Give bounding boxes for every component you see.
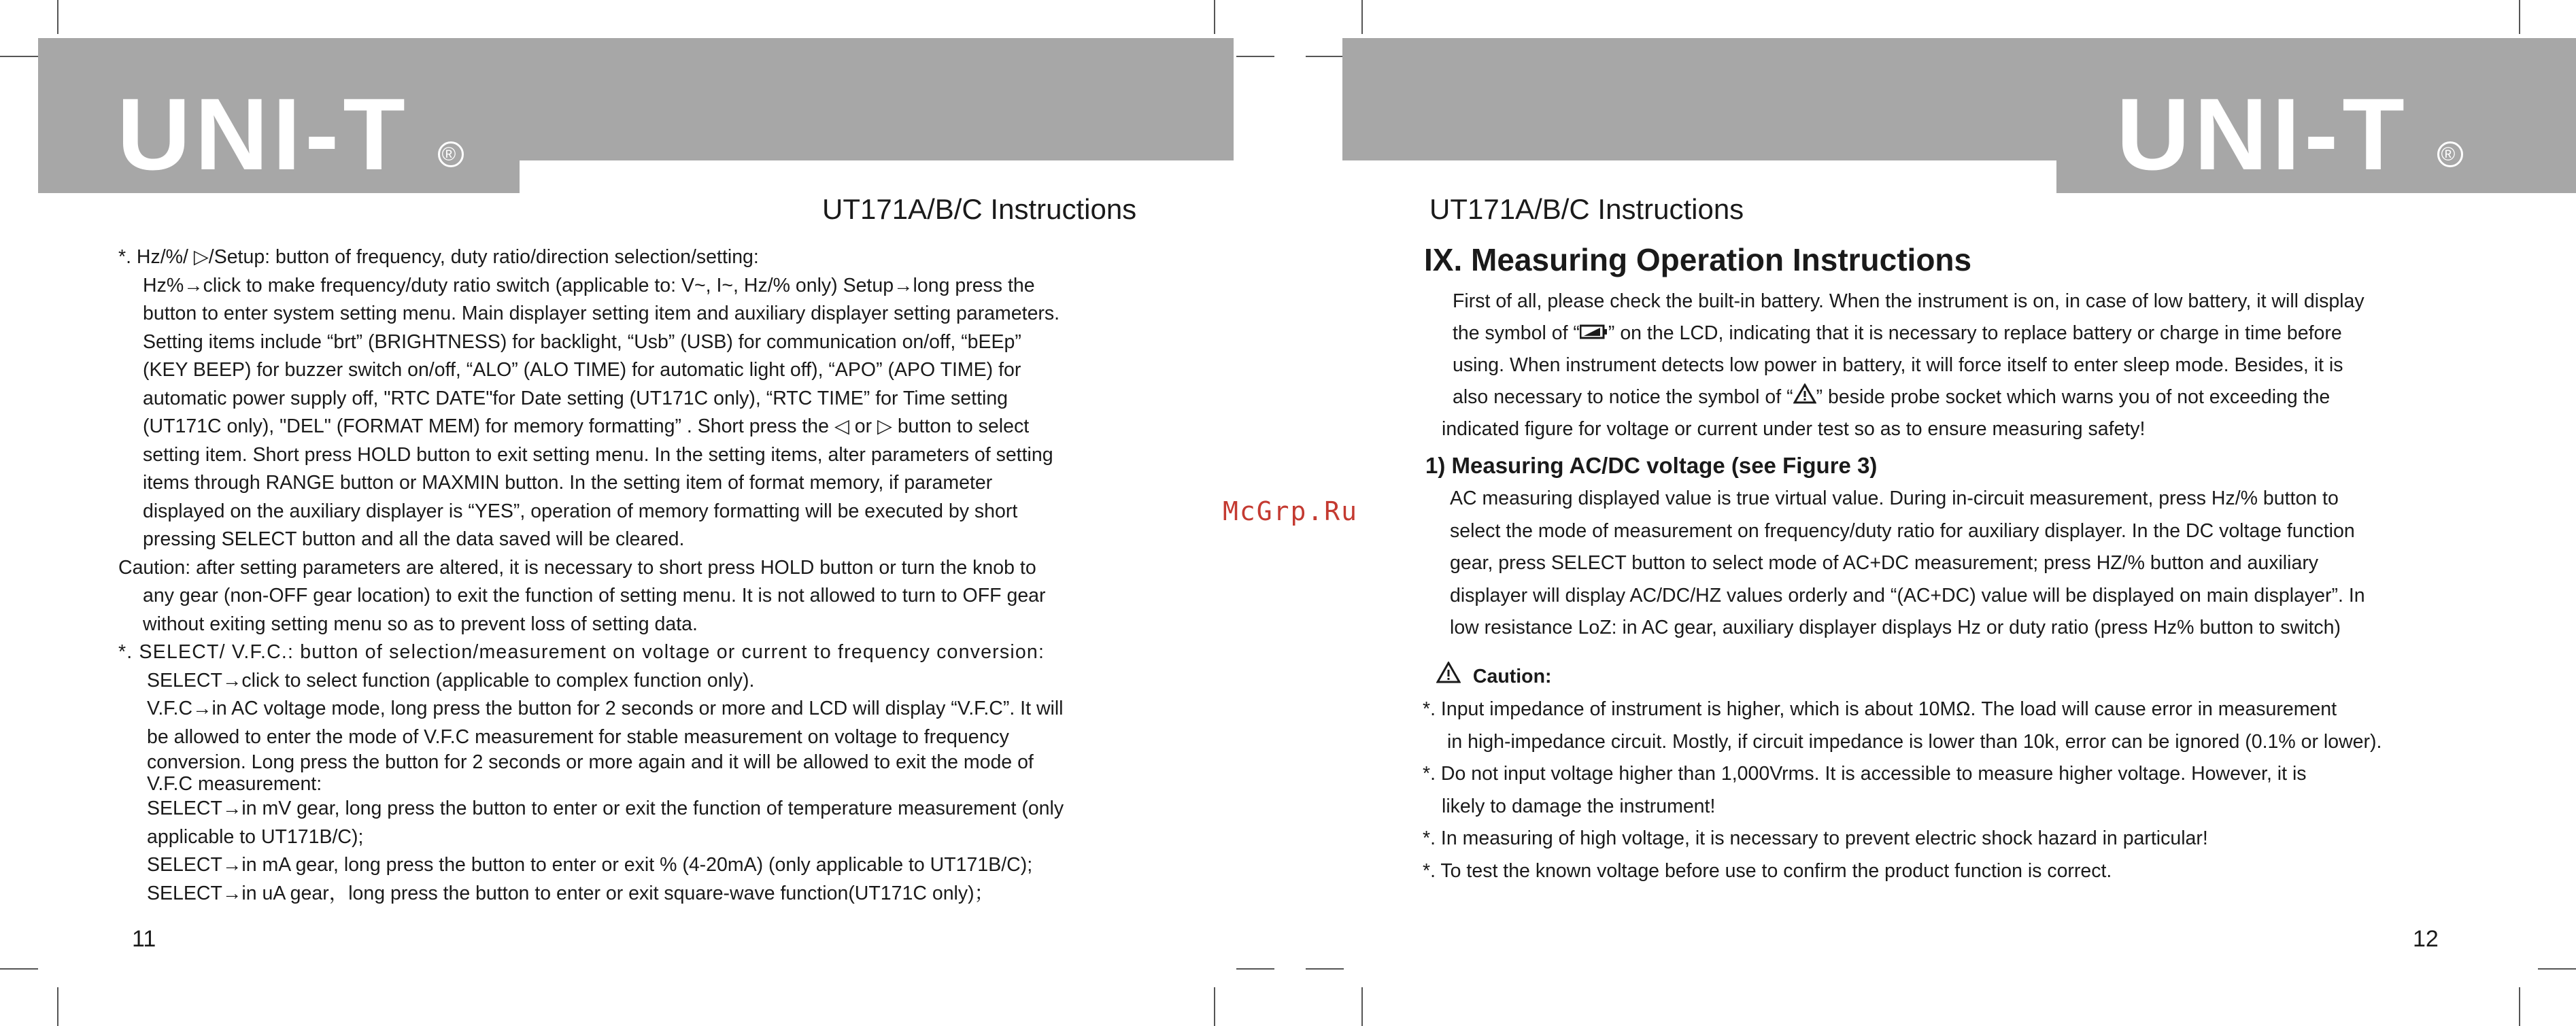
warning-triangle-icon bbox=[1436, 662, 1461, 694]
text-line: AC measuring displayed value is true virtual value. During in-circuit measurement, press Hz/% button to bbox=[1450, 488, 2339, 509]
text-line: in high-impedance circuit. Mostly, if circuit impedance is lower than 10k, error can be ignored (0.1% or lower). bbox=[1447, 730, 2382, 753]
text-line: setting item. Short press HOLD button to exit setting menu. In the setting items, alter parameters of setting bbox=[143, 443, 1053, 466]
text-line: Hz%→click to make frequency/duty ratio switch (applicable to: V~, I~, Hz/% only) Setup→long press the bbox=[143, 274, 1035, 296]
text-line: *. Input impedance of instrument is higher, which is about 10MΩ. The load will cause error in measurement bbox=[1423, 698, 2337, 721]
watermark: McGrp.Ru bbox=[1223, 496, 1359, 526]
text-line: SELECT→in mV gear, long press the button to enter or exit the function of temperature measurement (only bbox=[147, 798, 1064, 819]
text-line: (UT171C only), "DEL" (FORMAT MEM) for memory formatting” . Short press the ◁ or ▷ button to select bbox=[143, 415, 1030, 437]
text-line: without exiting setting menu so as to prevent loss of setting data. bbox=[143, 613, 698, 635]
text-line: SELECT→click to select function (applicable to complex function only). bbox=[147, 669, 755, 691]
text-line: SELECT→in uA gear，long press the button to enter or exit square-wave function(UT171C only)； bbox=[147, 882, 994, 904]
text-line: automatic power supply off, "RTC DATE"for Date setting (UT171C only), “RTC TIME” for Time setting bbox=[143, 387, 1009, 409]
text-line: *. In measuring of high voltage, it is necessary to prevent electric shock hazard in particular! bbox=[1423, 827, 2208, 850]
text-line: any gear (non-OFF gear location) to exit the function of setting menu. It is not allowed to turn to OFF gear bbox=[143, 585, 1046, 606]
text-line: conversion. Long press the button for 2 seconds or more again and it will be allowed to exit the mode of bbox=[147, 751, 1034, 773]
document-title: UT171A/B/C Instructions bbox=[1429, 193, 1744, 225]
text-line: gear, press SELECT button to select mode of AC+DC measurement; press HZ/% button and auxiliary bbox=[1450, 552, 2319, 574]
text-line: pressing SELECT button and all the data saved will be cleared. bbox=[143, 528, 685, 550]
text-line: *. Hz/%/ ▷/Setup: button of frequency, duty ratio/direction selection/setting: bbox=[118, 246, 759, 268]
battery-low-icon bbox=[1580, 318, 1608, 350]
caution-block bbox=[1423, 661, 2538, 887]
text-line: displayer will display AC/DC/HZ values orderly and “(AC+DC) value will be displayed on main displayer”. In bbox=[1450, 584, 2365, 606]
text-line: the symbol of “ ” on the LCD, indicating that it is necessary to replace battery or charge in time before bbox=[1453, 318, 2513, 350]
text-line: SELECT→in mA gear, long press the button to enter or exit % (4-20mA) (only applicable to UT171B/C); bbox=[147, 854, 1033, 876]
right-page bbox=[1288, 0, 2576, 1026]
text-line: items through RANGE button or MAXMIN button. In the setting item of format memory, if parameter bbox=[143, 472, 993, 494]
text-line: Setting items include “brt” (BRIGHTNESS) for backlight, “Usb” (USB) for communication on/off, “bEEp” bbox=[143, 330, 1021, 353]
text-line: applicable to UT171B/C); bbox=[147, 825, 364, 848]
text-line: also necessary to notice the symbol of “ ” beside probe socket which warns you of not exceeding the bbox=[1453, 381, 2513, 414]
text-line: First of all, please check the built-in battery. When the instrument is on, in case of low battery, it will display bbox=[1453, 290, 2365, 312]
page-number: 12 bbox=[2413, 926, 2439, 952]
text-line: *. To test the known voltage before use to confirm the product function is correct. bbox=[1423, 859, 2112, 882]
text-line: (KEY BEEP) for buzzer switch on/off, “ALO” (ALO TIME) for automatic light off), “APO” (APO TIME) for bbox=[143, 359, 1021, 381]
text-line: using. When instrument detects low power in battery, it will force itself to enter sleep mode. Besides, it is bbox=[1453, 354, 2343, 377]
left-body-text bbox=[118, 243, 1166, 908]
text-line: be allowed to enter the mode of V.F.C measurement for stable measurement on voltage to frequency bbox=[147, 725, 1009, 748]
text-line: button to enter system setting menu. Main displayer setting item and auxiliary displayer setting parameters. bbox=[143, 303, 1060, 324]
text-line: *. Do not input voltage higher than 1,000Vrms. It is accessible to measure higher voltage. However, it is bbox=[1423, 763, 2307, 785]
section-heading: IX. Measuring Operation Instructions bbox=[1424, 242, 1972, 277]
subsection bbox=[1425, 449, 2520, 645]
intro-text bbox=[1442, 286, 2513, 445]
document-title: UT171A/B/C Instructions bbox=[822, 193, 1137, 225]
brand-logo: UNI-T ® bbox=[117, 83, 409, 185]
subsection-heading: 1) Measuring AC/DC voltage (see Figure 3) bbox=[1425, 453, 1878, 478]
brand-logo: UNI-T ® bbox=[2116, 83, 2409, 185]
text-line: select the mode of measurement on frequency/duty ratio for auxiliary displayer. In the DC voltage function bbox=[1450, 519, 2355, 542]
text-line: Caution: after setting parameters are altered, it is necessary to short press HOLD button or turn the knob to bbox=[118, 556, 1036, 579]
text-line: displayed on the auxiliary displayer is “YES”, operation of memory formatting will be executed by short bbox=[143, 500, 1018, 522]
caution-heading: Caution: bbox=[1423, 661, 2538, 694]
text-line: *. SELECT/ V.F.C.: button of selection/measurement on voltage or current to frequency conversion: bbox=[118, 641, 1045, 663]
text-line: likely to damage the instrument! bbox=[1442, 795, 1716, 817]
text-line: low resistance LoZ: in AC gear, auxiliary displayer displays Hz or duty ratio (press Hz% button to switch) bbox=[1450, 617, 2341, 638]
text-line: V.F.C→in AC voltage mode, long press the button for 2 seconds or more and LCD will display “V.F.C”. It will bbox=[147, 698, 1064, 719]
text-line: V.F.C measurement: bbox=[147, 773, 322, 795]
page-number: 11 bbox=[132, 926, 156, 952]
warning-triangle-icon bbox=[1793, 382, 1816, 414]
text-line: indicated figure for voltage or current under test so as to ensure measuring safety! bbox=[1442, 418, 2146, 441]
